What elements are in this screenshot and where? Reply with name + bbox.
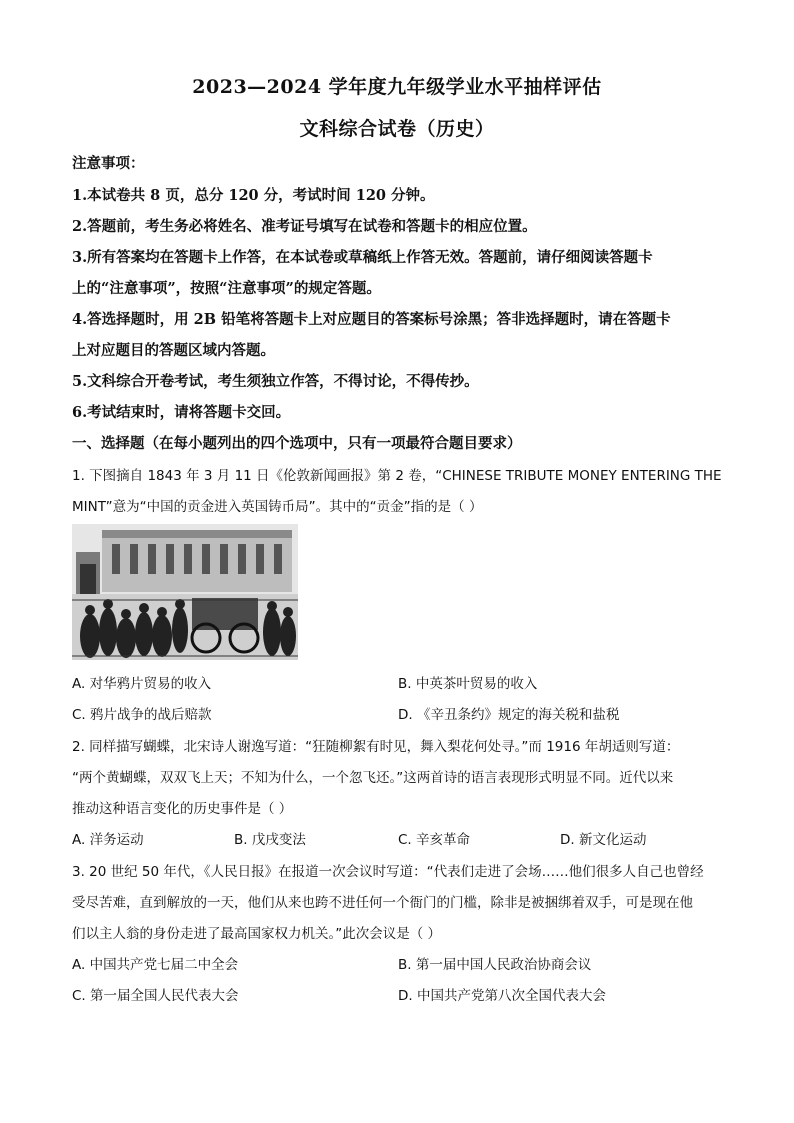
- q3-option-c: C. 第一届全国人民代表大会: [72, 988, 239, 1004]
- notice-line: 4.答选择题时，用 2B 铅笔将答题卡上对应题目的答案标号涂黑；答非选择题时，请在答题卡: [72, 311, 671, 328]
- q1-option-a: A. 对华鸦片贸易的收入: [72, 676, 212, 692]
- question-2-text: 2. 同样描写蝴蝶，北宋诗人谢逸写道：“狂随柳絮有时见，舞入梨花何处寻。”而 1916 年胡适则写道：: [72, 739, 680, 755]
- section-heading: 一、选择题（在每小题列出的四个选项中，只有一项最符合题目要求）: [72, 435, 522, 452]
- engraving-illustration: [72, 524, 298, 660]
- notice-line: 2.答题前，考生务必将姓名、准考证号填写在试卷和答题卡的相应位置。: [72, 218, 537, 235]
- exam-subtitle: 文科综合试卷（历史）: [299, 118, 495, 140]
- q3-option-b: B. 第一届中国人民政治协商会议: [398, 957, 592, 973]
- q2-option-b: B. 戊戌变法: [234, 832, 306, 848]
- notice-line: 6.考试结束时，请将答题卡交回。: [72, 404, 291, 421]
- notice-line: 1.本试卷共 8 页，总分 120 分，考试时间 120 分钟。: [72, 187, 435, 204]
- question-3-text: 们以主人翁的身份走进了最高国家权力机关。”此次会议是（ ）: [72, 926, 442, 942]
- notice-line: 5.文科综合开卷考试，考生须独立作答，不得讨论，不得传抄。: [72, 373, 479, 390]
- q3-option-d: D. 中国共产党第八次全国代表大会: [398, 988, 606, 1004]
- notice-heading: 注意事项：: [72, 155, 145, 172]
- question-3-text: 受尽苦难，直到解放的一天，他们从来也跨不进任何一个衙门的门槛，除非是被捆绑着双手，可是现在他: [72, 895, 693, 911]
- q1-option-b: B. 中英茶叶贸易的收入: [398, 676, 538, 692]
- question-1-text: 1. 下图摘自 1843 年 3 月 11 日《伦敦新闻画报》第 2 卷，“CHINESE TRIBUTE MONEY ENTERING THE: [72, 468, 722, 484]
- question-2-text: 推动这种语言变化的历史事件是（ ）: [72, 801, 293, 817]
- q2-option-d: D. 新文化运动: [560, 832, 647, 848]
- q2-option-a: A. 洋务运动: [72, 832, 144, 848]
- question-3-text: 3. 20 世纪 50 年代，《人民日报》在报道一次会议时写道：“代表们走进了会场……他们很多人自己也曾经: [72, 864, 704, 880]
- q2-option-c: C. 辛亥革命: [398, 832, 471, 848]
- notice-line: 上的“注意事项”，按照“注意事项”的规定答题。: [72, 280, 381, 297]
- exam-title: 2023—2024 学年度九年级学业水平抽样评估: [192, 76, 602, 98]
- q3-option-a: A. 中国共产党七届二中全会: [72, 957, 239, 973]
- q1-option-c: C. 鸦片战争的战后赔款: [72, 707, 212, 723]
- notice-line: 3.所有答案均在答题卡上作答，在本试卷或草稿纸上作答无效。答题前，请仔细阅读答题卡: [72, 249, 653, 266]
- question-2-text: “两个黄蝴蝶，双双飞上天；不知为什么，一个忽飞还。”这两首诗的语言表现形式明显不同。近代以来: [72, 770, 674, 786]
- question-1-text: MINT”意为“中国的贡金进入英国铸币局”。其中的“贡金”指的是（ ）: [72, 499, 483, 515]
- q1-option-d: D. 《辛丑条约》规定的海关税和盐税: [398, 707, 620, 723]
- notice-line: 上对应题目的答题区域内答题。: [72, 342, 275, 359]
